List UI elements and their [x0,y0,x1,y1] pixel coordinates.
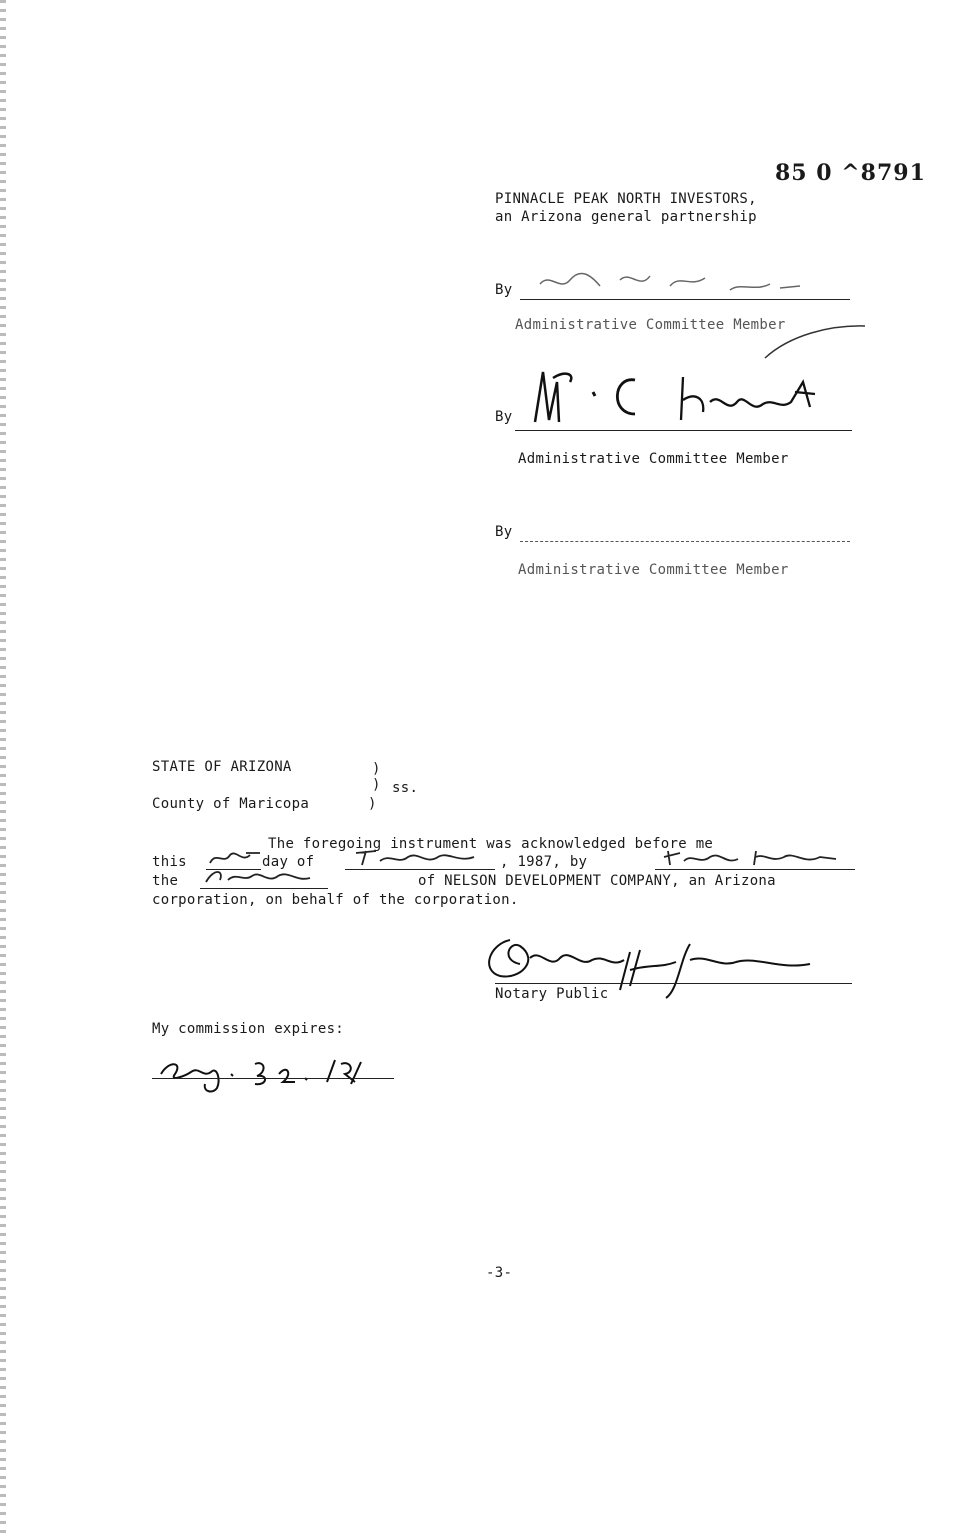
month-line [345,869,495,870]
expiration-line [152,1078,394,1079]
ack-year: , 1987, by [500,854,588,870]
venue-paren-1: ) [372,761,381,777]
faint-signature-1 [530,262,810,302]
page-number: -3- [486,1265,513,1281]
county-label: County of Maricopa [152,796,310,812]
handwritten-name [660,843,850,871]
notary-signature-line [495,983,852,984]
venue-paren-3: ) [368,796,377,812]
ack-this: this [152,854,187,870]
handwritten-month [350,843,490,871]
by-label-1: By [495,282,513,298]
ack-line-1: The foregoing instrument was acknowledged before me [268,836,714,852]
by-label-3: By [495,524,513,540]
notary-public-label: Notary Public [495,986,609,1002]
title-2: Administrative Committee Member [518,451,789,467]
title-line [200,888,328,889]
ack-line-4: corporation, on behalf of the corporation. [152,892,519,908]
entity-name: PINNACLE PEAK NORTH INVESTORS, [495,191,757,207]
state-label: STATE OF ARIZONA [152,759,292,775]
ss-label: ss. [392,780,419,796]
handwritten-expiration-date [155,1052,375,1096]
handwritten-title [200,862,320,890]
title-3: Administrative Committee Member [518,562,789,578]
ack-day-of: day of [262,854,315,870]
handwritten-signature-2 [515,362,835,432]
by-label-2: By [495,409,513,425]
entity-description: an Arizona general partnership [495,209,757,225]
commission-label: My commission expires: [152,1021,345,1037]
recording-number: 85 0 ^8791 [775,160,926,186]
signature-line-3 [520,541,850,542]
venue-paren-2: ) [372,777,381,793]
title-1: Administrative Committee Member [515,317,786,333]
scan-edge-artifact [0,0,6,1536]
pen-stroke [760,320,870,360]
ack-of-company: of NELSON DEVELOPMENT COMPANY, an Arizona [418,873,776,889]
name-line [655,869,855,870]
ack-the: the [152,873,179,889]
